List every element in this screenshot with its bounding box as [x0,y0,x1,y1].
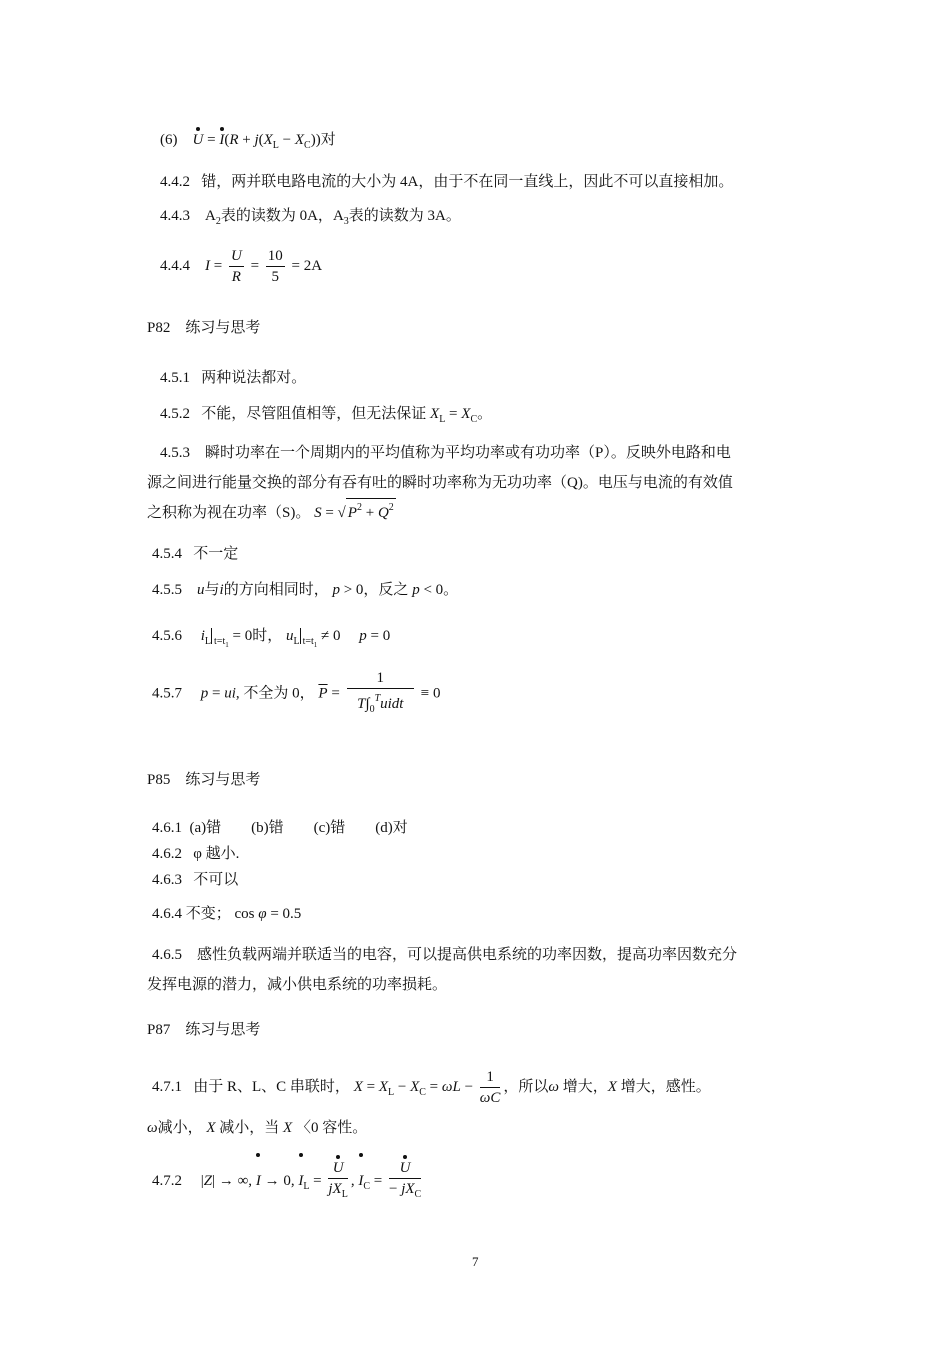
para-4-7-1-cont: ω减小， X 减小，当 X 〈0 容性。 [147,1120,368,1136]
eq-line-6: (6) $U = I(R + j(X_L - X_C))$对 [160,132,336,151]
para-4-5-4: 4.5.4 不一定 [152,546,239,562]
para-4-6-3: 4.6.3 不可以 [152,872,239,888]
section-heading-p82: P82 练习与思考 [147,320,261,336]
para-4-4-3: 4.4.3 $A_2$表的读数为 0A，$A_3$表的读数为 3A。 [160,208,461,227]
para-4-6-2: 4.6.2 φ 越小. [152,846,240,862]
para-4-7-1: 4.7.1 由于 R、L、C 串联时， $X = X_L - X_C = \omega L$ − $\frac{1}{\omega C}$ ，所以ω 增大，X 增大，感性。 [152,1069,711,1107]
section-heading-p85: P85 练习与思考 [147,772,261,788]
eq-4-7-2: 4.7.2 |Z| → ∞, I → 0, $I_L$ = $\frac{U}{jX_L}$ , $I_C$ = $\frac{U}{- jX_C}$ [152,1156,424,1212]
para-4-5-6: 4.5.6 $i_L$ $_{t=t_1}$ = 0时， $u_L$ $_{t=t_1}$ ≠ 0 p = 0 [152,628,391,649]
eq-4-4-4: 4.4.4 I = $\frac{U}{R}$ = $\frac{10}{5}$ = 2A [160,248,323,286]
para-4-4-2: 4.4.2 错，两并联电路电流的大小为 4A，由于不在同一直线上，因此不可以直接相加。 [160,174,734,190]
section-heading-p87: P87 练习与思考 [147,1022,261,1038]
para-4-5-3: 4.5.3 瞬时功率在一个周期内的平均值称为平均功率或有功功率（P）。反映外电路和电 源之间进行能量交换的部分有吞有吐的瞬时功率称为无功功率（Q)。电压与电流的有效值 之积称为视在功率（S)。 S = √ $P^2 + Q^2$ [147,445,733,521]
para-4-6-1: 4.6.1 (a)错 (b)错 (c)错 (d)对 [152,820,408,836]
eq-4-5-7: 4.5.7 p = ui, 不全为 0， $\overline{P}$ = $\frac{1}{T\int_0^Tuidt}$ ≡ 0 [152,670,441,715]
para-4-6-4: 4.6.4 不变； cos φ = 0.5 [152,906,302,922]
para-4-5-1: 4.5.1 两种说法都对。 [160,370,307,386]
para-4-6-5: 4.6.5 感性负载两端并联适当的电容，可以提高供电系统的功率因数，提高功率因数充分 发挥电源的潜力，减小供电系统的功率损耗。 [147,947,738,993]
para-4-5-2: 4.5.2 不能，尽管阻值相等，但无法保证 $X_L = X_C$。 [160,406,493,425]
page-number: 7 [472,1254,479,1269]
para-4-5-5: 4.5.5 u与i的方向相同时， p > 0，反之 p < 0。 [152,582,459,598]
